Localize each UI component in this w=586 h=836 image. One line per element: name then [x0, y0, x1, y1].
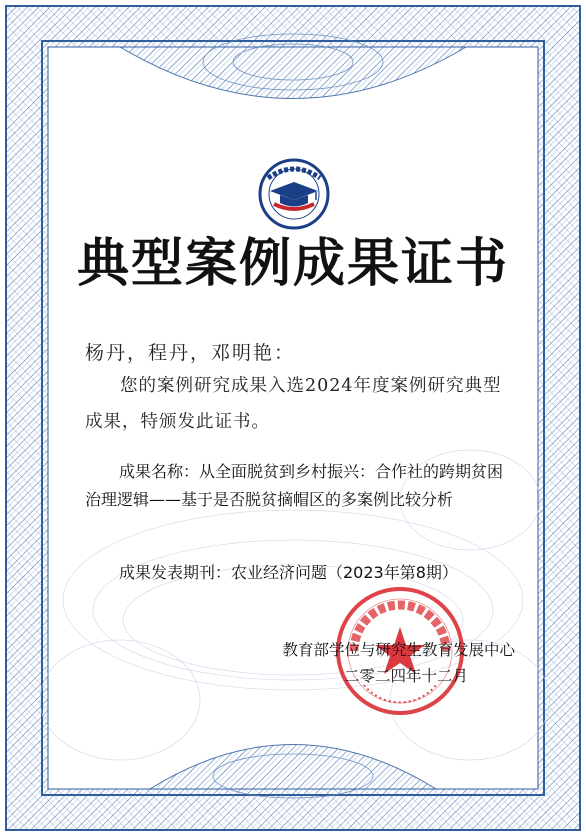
logo — [238, 158, 350, 230]
certificate-body: 您的案例研究成果入选2024年度案例研究典型成果，特颁发此证书。 — [85, 376, 502, 432]
recipients: 杨丹，程丹，邓明艳： — [85, 342, 296, 364]
issue-date: 二零二四年十二月 — [343, 667, 468, 685]
journal-info: 成果发表期刊：农业经济问题（2023年第8期） — [119, 563, 458, 582]
issuer-name: 教育部学位与研究生教育发展中心 — [282, 641, 515, 659]
certificate-title: 典型案例成果证书 — [76, 233, 509, 294]
achievement-name: 成果名称：从全面脱贫到乡村振兴：合作社的跨期贫困治理逻辑——基于是否脱贫摘帽区的多案例比较分析 — [85, 462, 504, 509]
